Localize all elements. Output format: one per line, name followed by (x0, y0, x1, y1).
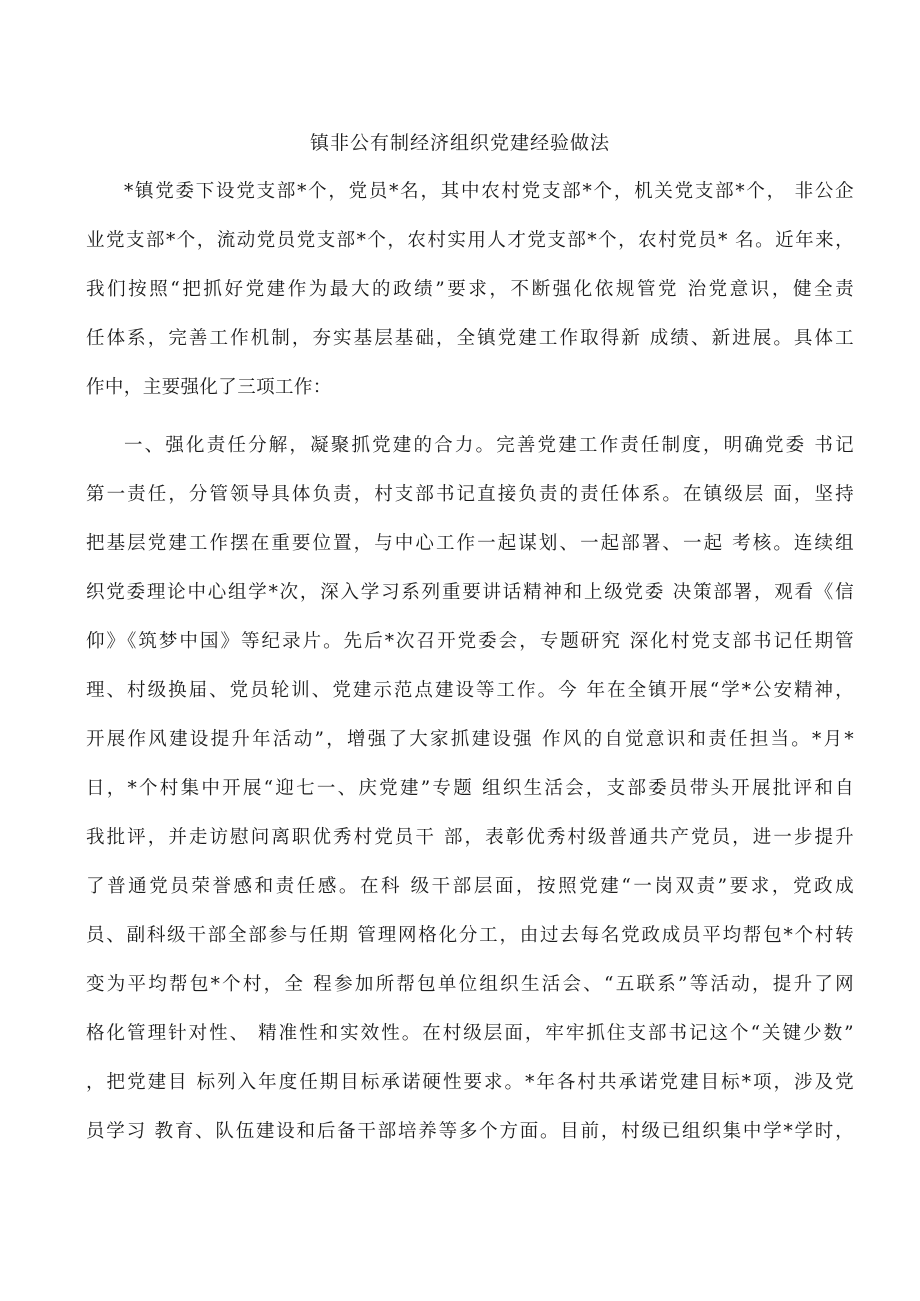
text-line: 理、村级换届、党员轮训、党建示范点建设等工作。今 年在全镇开展“学*公安精神， (86, 680, 854, 701)
text-line: *镇党委下设党支部*个，党员*名，其中农村党支部*个，机关党支部*个， 非公企 (124, 181, 854, 202)
text-line: 第一责任，分管领导具体负责，村支部书记直接负责的责任体系。在镇级层 面，坚持 (86, 484, 854, 505)
text-line: 把基层党建工作摆在重要位置，与中心工作一起谋划、一起部署、一起 考核。连续组 (86, 533, 854, 554)
text-line: 日，*个村集中开展“迎七一、庆党建”专题 组织生活会，支部委员带头开展批评和自 (86, 778, 854, 799)
text-line: 变为平均帮包*个村，全 程参加所帮包单位组织生活会、“五联系”等活动，提升了网 (86, 974, 854, 995)
document-title: 镇非公有制经济组织党建经验做法 (309, 132, 610, 154)
text-line: 一、强化责任分解，凝聚抓党建的合力。完善党建工作责任制度，明确党委 书记 (124, 435, 854, 456)
text-line: 织党委理论中心组学*次，深入学习系列重要讲话精神和上级党委 决策部署，观看《信 (86, 582, 854, 603)
text-line: 了普通党员荣誉感和责任感。在科 级干部层面，按照党建“一岗双责”要求，党政成 (86, 876, 854, 897)
text-line: 我批评，并走访慰问离职优秀村党员干 部，表彰优秀村级普通共产党员，进一步提升 (86, 827, 854, 848)
text-line: 任体系，完善工作机制，夯实基层基础，全镇党建工作取得新 成绩、新进展。具体工 (86, 328, 854, 349)
text-line: 作中，主要强化了三项工作： (86, 377, 332, 398)
text-line: 我们按照“把抓好党建作为最大的政绩”要求，不断强化依规管党 治党意识，健全责 (86, 279, 854, 300)
text-line: 格化管理针对性、 精准性和实效性。在村级层面，牢牢抓住支部书记这个“关键少数” (86, 1023, 854, 1044)
text-line: 开展作风建设提升年活动”，增强了大家抓建设强 作风的自觉意识和责任担当。*月* (86, 729, 854, 750)
text-line: 员、副科级干部全部参与任期 管理网格化分工，由过去每名党政成员平均帮包*个村转 (86, 925, 854, 946)
text-line: ，把党建目 标列入年度任期目标承诺硬性要求。*年各村共承诺党建目标*项，涉及党 (86, 1072, 854, 1093)
text-line: 员学习 教育、队伍建设和后备干部培养等多个方面。目前，村级已组织集中学*学时， (86, 1121, 854, 1142)
text-line: 仰》《筑梦中国》等纪录片。先后*次召开党委会，专题研究 深化村党支部书记任期管 (86, 631, 854, 652)
text-line: 业党支部*个，流动党员党支部*个，农村实用人才党支部*个，农村党员* 名。近年来， (86, 230, 854, 251)
